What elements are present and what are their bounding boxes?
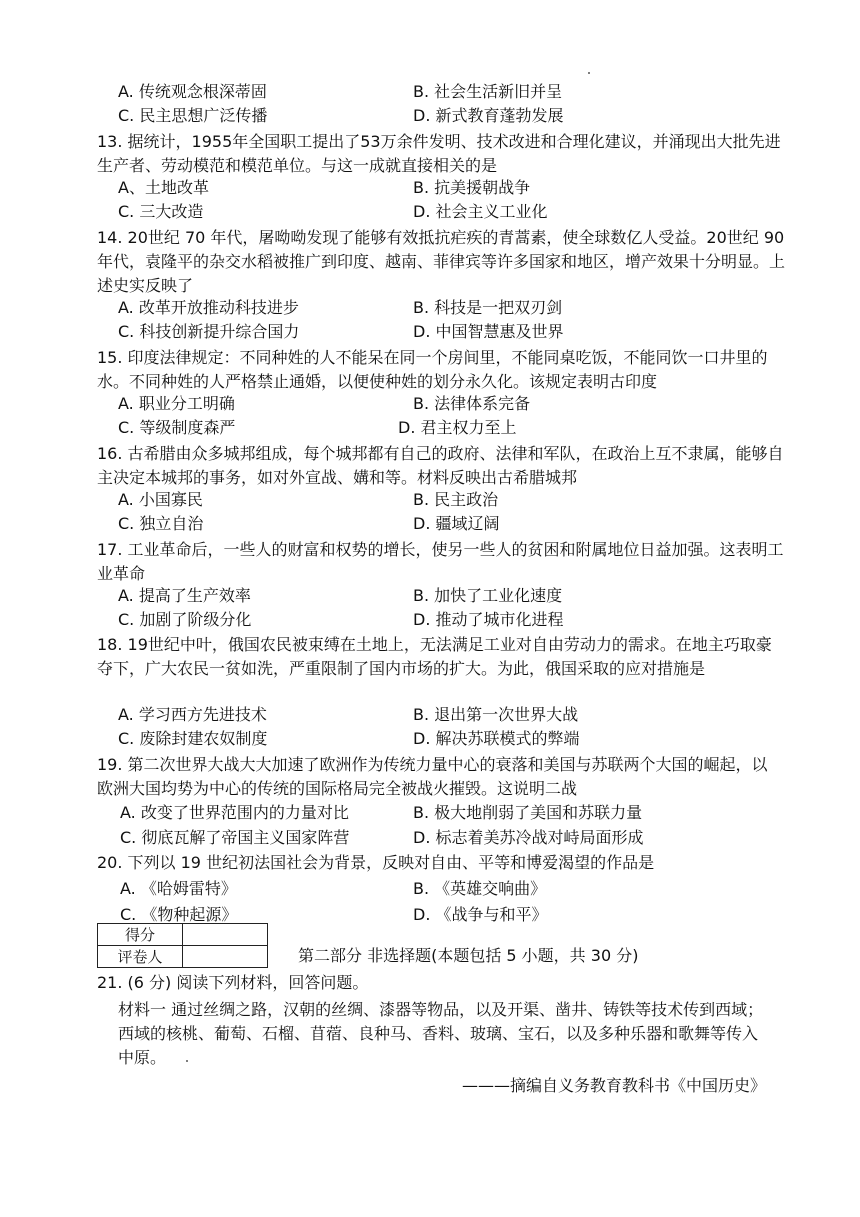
- question-17-option-b: B. 加快了工业化速度: [413, 586, 563, 605]
- question-20-option-a: A. 《哈姆雷特》: [120, 879, 237, 898]
- question-13-option-b: B. 抗美援朝战争: [413, 178, 531, 197]
- question-19-option-c: C. 彻底瓦解了帝国主义国家阵营: [120, 828, 350, 847]
- grader-label: 评卷人: [98, 946, 183, 968]
- question-20-option-c: C. 《物种起源》: [120, 905, 238, 924]
- question-13-option-d: D. 社会主义工业化: [413, 202, 548, 221]
- question-18-option-b: B. 退出第一次世界大战: [413, 705, 579, 724]
- question-13-option-c: C. 三大改造: [118, 202, 204, 221]
- part-two-heading: 第二部分 非选择题(本题包括 5 小题，共 30 分): [298, 946, 639, 965]
- question-15-option-b: B. 法律体系完备: [413, 394, 531, 413]
- question-15-option-c: C. 等级制度森严: [118, 418, 236, 437]
- q12-option-d: D. 新式教育蓬勃发展: [413, 106, 564, 125]
- question-13-option-a: A、土地改革: [118, 178, 209, 197]
- question-15-option-a: A. 职业分工明确: [118, 394, 235, 413]
- score-cell[interactable]: [183, 924, 268, 946]
- question-17-option-c: C. 加剧了阶级分化: [118, 610, 252, 629]
- question-18-stem: 18. 19世纪中叶，俄国农民被束缚在土地上，无法满足工业对自由劳动力的需求。在地主巧取豪夺下，广大农民一贫如洗，严重限制了国内市场的扩大。为此，俄国采取的应对措施是: [97, 635, 772, 678]
- question-18-option-c: C. 废除封建农奴制度: [118, 729, 268, 748]
- q12-option-b: B. 社会生活新旧并呈: [413, 82, 563, 101]
- question-20-option-b: B. 《英雄交响曲》: [413, 879, 547, 898]
- question-19-option-b: B. 极大地削弱了美国和苏联力量: [413, 803, 643, 822]
- score-label: 得分: [98, 924, 183, 946]
- stray-dot: [588, 72, 590, 74]
- question-20-stem: 20. 下列以 19 世纪初法国社会为背景，反映对自由、平等和博爱渴望的作品是: [97, 853, 655, 872]
- question-14-option-b: B. 科技是一把双刃剑: [413, 298, 563, 317]
- grader-cell[interactable]: [183, 946, 268, 968]
- material-source: ———摘编自义务教育教科书《中国历史》: [461, 1076, 766, 1095]
- question-18-option-a: A. 学习西方先进技术: [118, 705, 267, 724]
- question-14-stem: 14. 20世纪 70 年代，屠呦呦发现了能够有效抵抗疟疾的青蒿素，使全球数亿人受益。20世纪 90年代，袁隆平的杂交水稻被推广到印度、越南、菲律宾等许多国家和地区，增产效果十分明显。上述史实反映了: [97, 228, 786, 295]
- question-15-option-d: D. 君主权力至上: [398, 418, 517, 437]
- question-15-stem: 15. 印度法律规定：不同种姓的人不能呆在同一个房间里，不能同桌吃饭，不能同饮一口井里的水。不同种姓的人严格禁止通婚，以便使种姓的划分永久化。该规定表明古印度: [97, 348, 768, 391]
- question-19-stem: 19. 第二次世界大战大大加速了欧洲作为传统力量中心的衰落和美国与苏联两个大国的崛起，以欧洲大国均势为中心的传统的国际格局完全被战火摧毁。这说明二战: [97, 755, 768, 798]
- q12-option-c: C. 民主思想广泛传播: [118, 106, 268, 125]
- question-16-option-b: B. 民主政治: [413, 490, 499, 509]
- question-16-option-c: C. 独立自治: [118, 514, 204, 533]
- question-16-stem: 16. 古希腊由众多城邦组成，每个城邦都有自己的政府、法律和军队，在政治上互不隶属，能够自主决定本城邦的事务，如对外宣战、媾和等。材料反映出古希腊城邦: [97, 444, 784, 487]
- question-21-stem: 21. (6 分) 阅读下列材料，回答问题。: [97, 973, 369, 992]
- score-table: [97, 923, 268, 968]
- question-17-option-d: D. 推动了城市化进程: [413, 610, 564, 629]
- q12-option-a: A. 传统观念根深蒂固: [118, 82, 267, 101]
- question-19-option-d: D. 标志着美苏冷战对峙局面形成: [413, 828, 644, 847]
- question-13-stem: 13. 据统计，1955年全国职工提出了53万余件发明、技术改进和合理化建议，并涌现出大批先进生产者、劳动模范和模范单位。与这一成就直接相关的是: [97, 132, 781, 175]
- question-14-option-c: C. 科技创新提升综合国力: [118, 322, 300, 341]
- question-21-material-1: 材料一 通过丝绸之路，汉朝的丝绸、漆器等物品，以及开渠、凿井、铸铁等技术传到西域；西域的核桃、葡萄、石榴、苜蓿、良种马、香料、玻璃、宝石，以及多种乐器和歌舞等传入中原。: [118, 1000, 764, 1067]
- question-20-option-d: D. 《战争与和平》: [413, 905, 548, 924]
- question-14-option-a: A. 改革开放推动科技进步: [118, 298, 299, 317]
- question-14-option-d: D. 中国智慧惠及世界: [413, 322, 564, 341]
- stray-dot: [186, 1060, 188, 1062]
- question-17-stem: 17. 工业革命后，一些人的财富和权势的增长，使另一些人的贫困和附属地位日益加强。这表明工业革命: [97, 540, 784, 583]
- question-16-option-a: A. 小国寡民: [118, 490, 203, 509]
- question-16-option-d: D. 疆域辽阔: [413, 514, 500, 533]
- question-18-option-d: D. 解决苏联模式的弊端: [413, 729, 580, 748]
- question-19-option-a: A. 改变了世界范围内的力量对比: [120, 803, 349, 822]
- question-17-option-a: A. 提高了生产效率: [118, 586, 251, 605]
